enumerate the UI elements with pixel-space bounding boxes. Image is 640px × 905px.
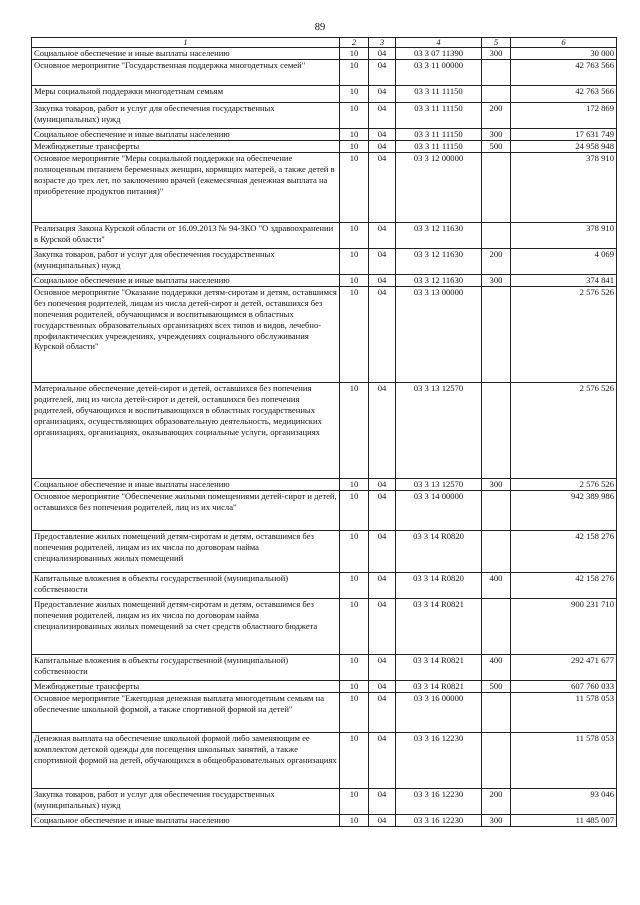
row-name: Основное мероприятие "Меры социальной поддержки на обеспечение полноценным питанием беременных женщин, кормящих матерей, а также детей в возрасте до трех лет, по заключению врачей (ежемесячная денежная выплата на приобретение продуктов питания)" [32,152,340,222]
row-rz: 10 [340,59,369,85]
row-rz: 10 [340,48,369,60]
row-sum: 2 576 526 [511,382,617,478]
row-rz: 10 [340,530,369,572]
row-rz: 10 [340,572,369,598]
row-pr: 04 [369,654,396,680]
row-pr: 04 [369,152,396,222]
row-sum: 11 578 053 [511,692,617,732]
table-row [32,598,617,654]
row-sum: 42 763 566 [511,59,617,85]
row-vr [482,530,511,572]
row-pr: 04 [369,788,396,814]
row-name: Закупка товаров, работ и услуг для обеспечения государственных (муниципальных) нужд [32,788,340,814]
row-vr [482,85,511,102]
table-row [32,128,617,140]
row-pr: 04 [369,732,396,788]
row-csr: 03 3 14 R0821 [396,654,482,680]
row-vr: 400 [482,654,511,680]
row-name: Денежная выплата на обеспечение школьной формой либо заменяющим ее комплектом детской одежды для посещения школьных занятий, а также спортивной формой на детей, обучающихся в общеобразовательных организациях [32,732,340,788]
row-sum: 42 158 276 [511,572,617,598]
table-row [32,478,617,490]
header-col-5: 5 [482,38,511,48]
row-vr [482,692,511,732]
row-csr: 03 3 13 12570 [396,382,482,478]
row-name: Межбюджетные трансферты [32,140,340,152]
row-csr: 03 3 16 00000 [396,692,482,732]
table-row [32,490,617,530]
row-sum: 4 069 [511,248,617,274]
row-sum: 11 578 053 [511,732,617,788]
row-sum: 172 869 [511,102,617,128]
row-pr: 04 [369,85,396,102]
row-name: Основное мероприятие "Ежегодная денежная выплата многодетным семьям на обеспечение школьной формой, а также спортивной формой на детей" [32,692,340,732]
table-row [32,732,617,788]
row-vr: 300 [482,128,511,140]
row-rz: 10 [340,598,369,654]
table-header-row [32,38,617,48]
row-vr: 200 [482,788,511,814]
row-csr: 03 3 11 11150 [396,140,482,152]
row-csr: 03 3 14 00000 [396,490,482,530]
row-sum: 2 576 526 [511,478,617,490]
row-sum: 378 910 [511,152,617,222]
row-name: Основное мероприятие "Оказание поддержки детям-сиротам и детям, оставшимся без попечения родителей, лицам из числа детей-сирот и детей, оставшихся без попечения родителей, обучающимся и воспитывающимся в областных государственных образовательных организациях всех типов и видов, лечебно-профилактических учреждениях, учреждениях социального обслуживания Курской области" [32,286,340,382]
row-csr: 03 3 07 11390 [396,48,482,60]
row-csr: 03 3 14 R0820 [396,530,482,572]
table-row [32,248,617,274]
table-row [32,654,617,680]
table-row [32,680,617,692]
header-col-4: 4 [396,38,482,48]
row-sum: 17 631 749 [511,128,617,140]
row-pr: 04 [369,59,396,85]
row-sum: 2 576 526 [511,286,617,382]
row-vr [482,152,511,222]
row-vr [482,598,511,654]
row-sum: 292 471 677 [511,654,617,680]
row-vr: 300 [482,274,511,286]
header-col-3: 3 [369,38,396,48]
row-name: Реализация Закона Курской области от 16.09.2013 № 94-ЗКО "О здравоохранении в Курской области" [32,222,340,248]
row-name: Капитальные вложения в объекты государственной (муниципальной) собственности [32,572,340,598]
row-rz: 10 [340,248,369,274]
table-row [32,59,617,85]
table-row [32,788,617,814]
row-csr: 03 3 16 12230 [396,814,482,826]
row-rz: 10 [340,490,369,530]
row-sum: 900 231 710 [511,598,617,654]
row-vr [482,490,511,530]
table-row [32,85,617,102]
row-pr: 04 [369,140,396,152]
row-csr: 03 3 16 12230 [396,788,482,814]
row-pr: 04 [369,286,396,382]
row-name: Закупка товаров, работ и услуг для обеспечения государственных (муниципальных) нужд [32,248,340,274]
row-csr: 03 3 12 11630 [396,222,482,248]
row-name: Социальное обеспечение и иные выплаты населению [32,274,340,286]
table-row [32,692,617,732]
row-sum: 93 046 [511,788,617,814]
row-sum: 942 389 986 [511,490,617,530]
row-rz: 10 [340,152,369,222]
row-vr: 200 [482,102,511,128]
row-rz: 10 [340,222,369,248]
row-name: Социальное обеспечение и иные выплаты населению [32,814,340,826]
row-pr: 04 [369,692,396,732]
row-vr: 200 [482,248,511,274]
row-rz: 10 [340,692,369,732]
row-pr: 04 [369,490,396,530]
row-name: Капитальные вложения в объекты государственной (муниципальной) собственности [32,654,340,680]
row-vr [482,222,511,248]
row-rz: 10 [340,274,369,286]
row-name: Предоставление жилых помещений детям-сиротам и детям, оставшимся без попечения родителей, лицам из их числа по договорам найма специализированных жилых помещений за счет средств областного бюджета [32,598,340,654]
table-row [32,572,617,598]
row-vr [482,286,511,382]
row-name: Социальное обеспечение и иные выплаты населению [32,478,340,490]
row-csr: 03 3 14 R0820 [396,572,482,598]
row-sum: 24 958 948 [511,140,617,152]
row-csr: 03 3 12 11630 [396,248,482,274]
row-csr: 03 3 12 00000 [396,152,482,222]
table-row [32,140,617,152]
row-pr: 04 [369,102,396,128]
row-pr: 04 [369,274,396,286]
row-pr: 04 [369,530,396,572]
row-csr: 03 3 14 R0821 [396,598,482,654]
row-rz: 10 [340,788,369,814]
row-name: Социальное обеспечение и иные выплаты населению [32,128,340,140]
row-csr: 03 3 14 R0821 [396,680,482,692]
row-pr: 04 [369,248,396,274]
row-rz: 10 [340,128,369,140]
row-rz: 10 [340,85,369,102]
header-col-2: 2 [340,38,369,48]
row-vr: 300 [482,478,511,490]
row-vr [482,732,511,788]
row-vr: 300 [482,814,511,826]
row-name: Межбюджетные трансферты [32,680,340,692]
row-sum: 30 000 [511,48,617,60]
row-vr: 300 [482,48,511,60]
row-csr: 03 3 13 00000 [396,286,482,382]
table-row [32,102,617,128]
row-name: Закупка товаров, работ и услуг для обеспечения государственных (муниципальных) нужд [32,102,340,128]
row-sum: 378 910 [511,222,617,248]
row-pr: 04 [369,128,396,140]
row-csr: 03 3 11 11150 [396,102,482,128]
row-sum: 607 760 033 [511,680,617,692]
row-csr: 03 3 16 12230 [396,732,482,788]
row-pr: 04 [369,48,396,60]
budget-table [31,37,617,827]
row-rz: 10 [340,654,369,680]
table-row [32,814,617,826]
row-name: Меры социальной поддержки многодетным семьям [32,85,340,102]
page-number: 89 [314,22,326,33]
row-rz: 10 [340,140,369,152]
row-name: Предоставление жилых помещений детям-сиротам и детям, оставшимся без попечения родителей, лицам из их числа по договорам найма специализированных жилых помещений [32,530,340,572]
row-name: Материальное обеспечение детей-сирот и детей, оставшихся без попечения родителей, лиц из числа детей-сирот и детей, оставшихся без попечения родителей, обучающихся и воспитывающихся в областных государственных организациях, осуществляющих образовательную деятельность, медицинских организациях, организациях, оказывающих социальные услуги, организациях [32,382,340,478]
row-pr: 04 [369,222,396,248]
table-row [32,530,617,572]
row-sum: 42 763 566 [511,85,617,102]
table-row [32,152,617,222]
row-rz: 10 [340,102,369,128]
row-rz: 10 [340,478,369,490]
table-row [32,48,617,60]
row-pr: 04 [369,680,396,692]
table-row [32,222,617,248]
table-row [32,274,617,286]
table-row [32,382,617,478]
row-pr: 04 [369,598,396,654]
row-name: Социальное обеспечение и иные выплаты населению [32,48,340,60]
header-col-6: 6 [511,38,617,48]
header-col-1: 1 [32,38,340,48]
row-pr: 04 [369,814,396,826]
row-csr: 03 3 11 11150 [396,128,482,140]
row-vr [482,382,511,478]
row-vr: 500 [482,680,511,692]
row-sum: 42 158 276 [511,530,617,572]
row-csr: 03 3 11 00000 [396,59,482,85]
row-rz: 10 [340,382,369,478]
row-vr: 500 [482,140,511,152]
row-rz: 10 [340,814,369,826]
row-pr: 04 [369,572,396,598]
row-sum: 11 485 007 [511,814,617,826]
row-sum: 374 841 [511,274,617,286]
row-csr: 03 3 13 12570 [396,478,482,490]
row-pr: 04 [369,478,396,490]
row-name: Основное мероприятие "Государственная поддержка многодетных семей" [32,59,340,85]
table-row [32,286,617,382]
row-pr: 04 [369,382,396,478]
row-name: Основное мероприятие "Обеспечение жилыми помещениями детей-сирот и детей, оставшихся без попечения родителей, лиц из их числа" [32,490,340,530]
row-rz: 10 [340,286,369,382]
row-csr: 03 3 11 11150 [396,85,482,102]
row-csr: 03 3 12 11630 [396,274,482,286]
row-rz: 10 [340,732,369,788]
row-vr [482,59,511,85]
row-vr: 400 [482,572,511,598]
row-rz: 10 [340,680,369,692]
